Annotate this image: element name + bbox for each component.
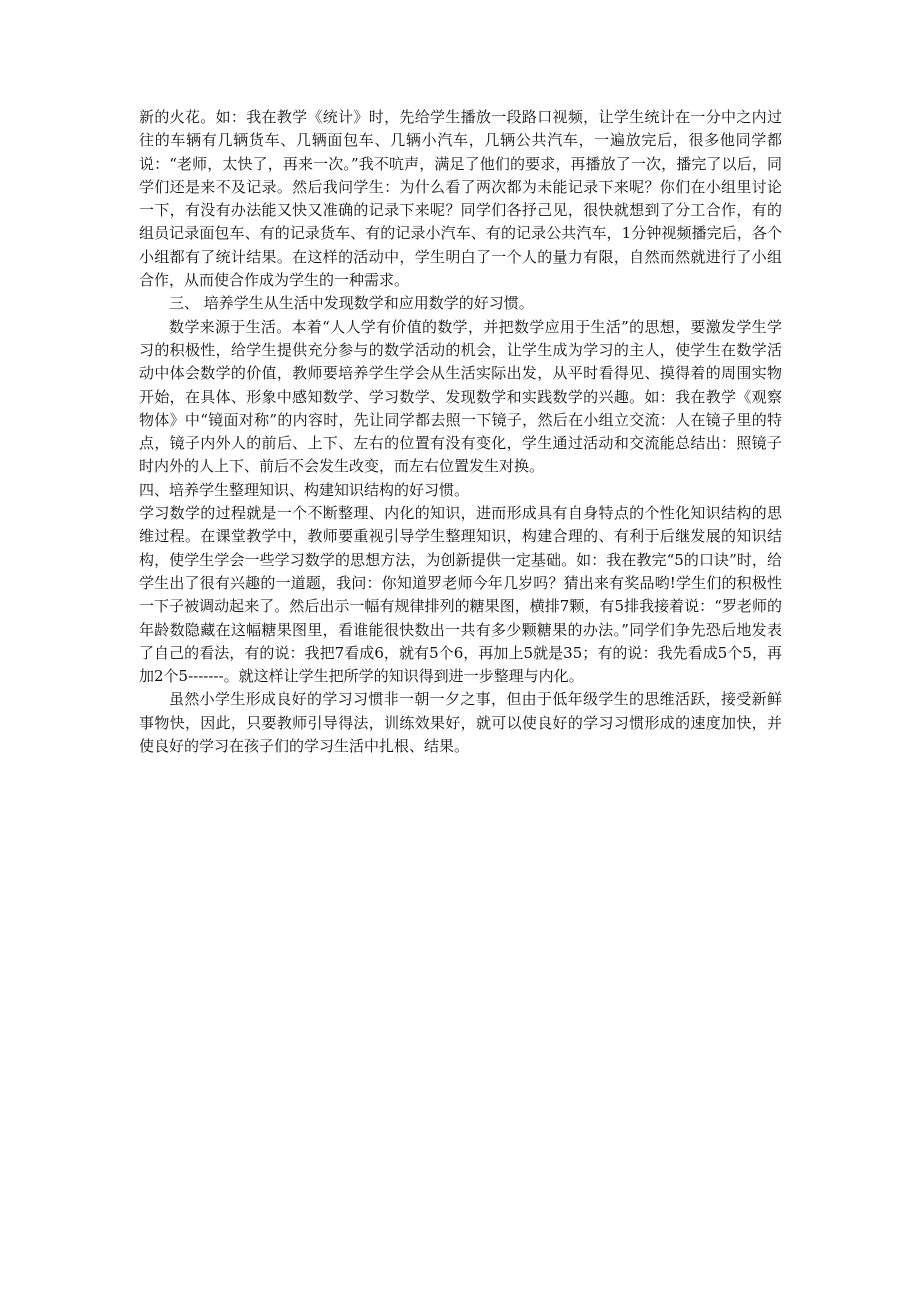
section-heading-4: 四、培养学生整理知识、构建知识结构的好习惯。 xyxy=(139,480,470,499)
paragraph-knowledge-structure: 学习数学的过程就是一个不断整理、内化的知识，进而形成具有自身特点的个性化知识结构的思维过程。在课堂教学中，教师要重视引导学生整理知识，构建合理的、有利于后继发展的知识结构，使学生学会一些学习数学的思想方法，为创新提供一定基础。如：我在教完“5的口诀”时，给学生出了很有兴趣的一道题，我问：你知道罗老师今年几岁吗？猜出来有奖品哟!学生们的积极性一下子被调动起来了。然后出示一幅有规律排列的糖果图，横排7颗，有5排我接着说：“罗老师的年龄数隐藏在这幅糖果图里，看谁能很快数出一共有多少颗糖果的办法。”同学们争先恐后地发表了自己的看法，有的说：我把7看成6，就有5个6，再加上5就是35；有的说：我先看成5个5，再加2个5-------。就这样让学生把所学的知识得到进一步整理与内化。 xyxy=(139,504,782,686)
paragraph-conclusion: 虽然小学生形成良好的学习习惯非一朝一夕之事，但由于低年级学生的思维活跃，接受新鲜事物快，因此，只要教师引导得法，训练效果好，就可以使良好的学习习惯形成的速度加快，并使良好的学习在孩子们的学习生活中扎根、结果。 xyxy=(139,690,782,756)
document-body xyxy=(139,106,782,758)
section-heading-3: 三、 培养学生从生活中发现数学和应用数学的好习惯。 xyxy=(169,294,534,313)
paragraph-math-from-life: 数学来源于生活。本着“人人学有价值的数学，并把数学应用于生活”的思想，要激发学生学习的积极性，给学生提供充分参与的数学活动的机会，让学生成为学习的主人，使学生在数学活动中体会数学的价值，教师要培养学生学会从生活实际出发，从平时看得见、摸得着的周围实物开始，在具体、形象中感知数学、学习数学、发现数学和实践数学的兴趣。如：我在教学《观察物体》中“镜面对称”的内容时，先让同学都去照一下镜子，然后在小组立交流：人在镜子里的特点，镜子内外人的前后、上下、左右的位置有没有变化，学生通过活动和交流能总结出：照镜子时内外的人上下、前后不会发生改变，而左右位置发生对换。 xyxy=(139,317,782,476)
paragraph-statistics-example: 新的火花。如：我在教学《统计》时，先给学生播放一段路口视频，让学生统计在一分中之内过往的车辆有几辆货车、几辆面包车、几辆小汽车，几辆公共汽车，一遍放完后，很多他同学都说：“老师，太快了，再来一次。”我不吭声，满足了他们的要求，再播放了一次，播完了以后，同学们还是来不及记录。然后我问学生：为什么看了两次都为未能记录下来呢？你们在小组里讨论一下，有没有办法能又快又准确的记录下来呢？同学们各抒己见，很快就想到了分工合作，有的组员记录面包车、有的记录货车、有的记录小汽车、有的记录公共汽车，1分钟视频播完后，各个小组都有了统计结果。在这样的活动中，学生明白了一个人的量力有限，自然而然就进行了小组合作，从而使合作成为学生的一种需求。 xyxy=(139,108,782,290)
